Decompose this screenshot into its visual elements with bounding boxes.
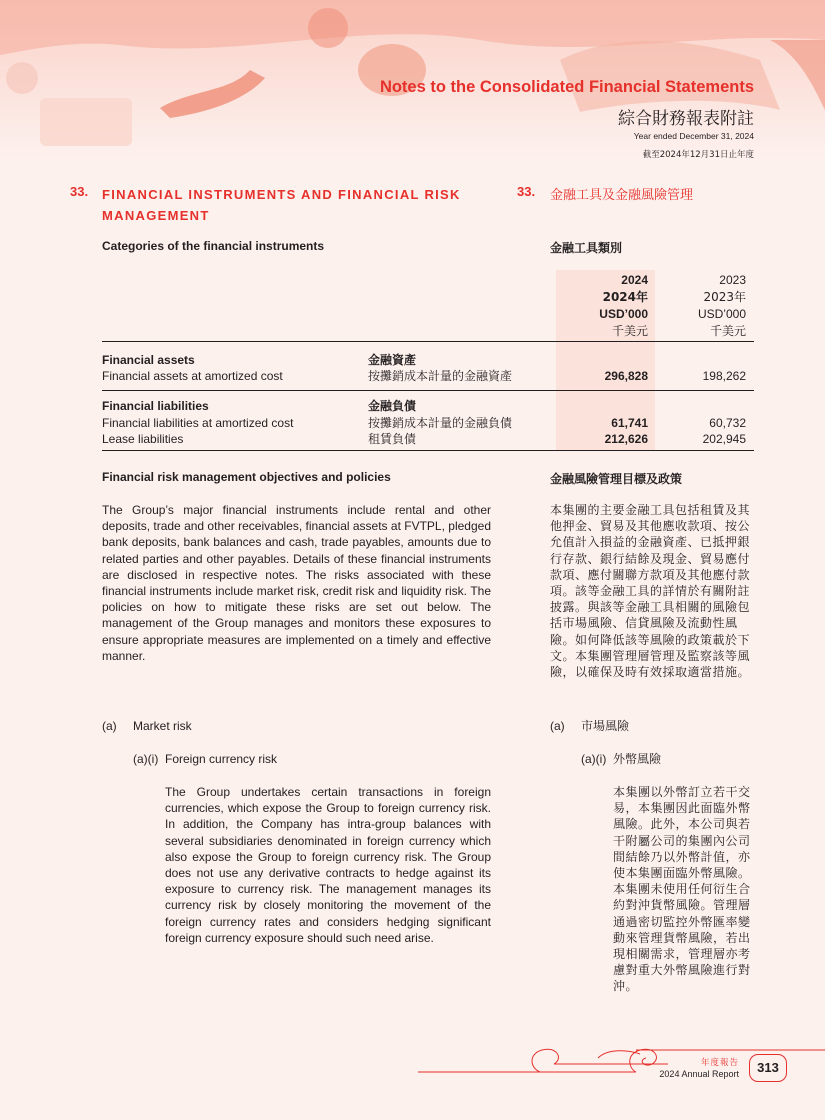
table-rule-bottom bbox=[102, 450, 754, 451]
assets-header-zh: 金融資產 bbox=[368, 353, 417, 367]
fx-paragraph-en: The Group undertakes certain transactions in foreign currencies, which expose the Group to foreign currency risk. In addition, the Company has intra-group balances with several subsidiaries denominated in foreign currency which also expose the Group to foreign currency risk. The Group does not use any derivative contracts to hedge against its exposure to currency risk. The management manages its currency risk by closely monitoring the movement of the foreign currency rates and considers hedging significant foreign currency exposure should such need arise. bbox=[165, 785, 491, 945]
header-year-zh: 截至2024年12月31日止年度 bbox=[642, 150, 754, 160]
section-title-en: FINANCIAL INSTRUMENTS AND FINANCIAL RISK MANAGEMENT bbox=[102, 187, 461, 223]
risk-paragraph-zh: 本集團的主要金融工具包括租賃及其他押金、貿易及其他應收款項、按公允值計入損益的金融資產、已抵押銀行存款、銀行結餘及現金、貿易應付款項、應付關聯方款項及其他應付款項。該等金融工具的詳情於有關附註披露。與該等金融工具相關的風險包括市場風險、信貸風險及流動性風險。如何降低該等風險的政策載於下文。本集團管理層管理及監察該等風險，以確保及時有效採取適當措施。 bbox=[550, 503, 751, 680]
section-number-zh: 33. bbox=[517, 184, 536, 199]
fx-risk-label: (a)(i) bbox=[133, 752, 159, 766]
fx-risk-label-zh: (a)(i) bbox=[581, 752, 607, 766]
liab-header-zh: 金融負債 bbox=[368, 399, 417, 413]
categories-heading-en: Categories of the financial instruments bbox=[102, 239, 325, 253]
categories-heading-zh: 金融工具類別 bbox=[550, 241, 623, 255]
assets-row-en: Financial assets at amortized cost bbox=[102, 369, 283, 383]
footer-report-zh: 年度報告 bbox=[700, 1058, 739, 1068]
liab-row2-2024: 212,626 bbox=[604, 432, 648, 446]
fx-paragraph-zh: 本集團以外幣訂立若干交易，本集團因此面臨外幣風險。此外，本公司與若干附屬公司的集團內公司間結餘乃以外幣計值，亦使本集團面臨外幣風險。本集團未使用任何衍生合約對沖貨幣風險。管理層通過密切監控外幣匯率變動來管理貨幣風險，若出現相關需求，管理層亦考慮對重大外幣風險進行對沖。 bbox=[613, 785, 751, 994]
market-risk-title-zh: 市場風險 bbox=[581, 719, 630, 733]
assets-2024: 296,828 bbox=[604, 369, 648, 383]
liab-row2-en: Lease liabilities bbox=[102, 432, 184, 446]
liab-row1-zh: 按攤銷成本計量的金融負債 bbox=[368, 416, 513, 430]
fx-risk-title-zh: 外幣風險 bbox=[613, 752, 662, 766]
section-title-zh: 金融工具及金融風險管理 bbox=[550, 188, 694, 203]
liab-header-en: Financial liabilities bbox=[102, 399, 209, 413]
assets-row-zh: 按攤銷成本計量的金融資產 bbox=[368, 369, 513, 383]
col-2024-unit-zh: 千美元 bbox=[611, 324, 648, 338]
assets-2023: 198,262 bbox=[702, 369, 746, 383]
table-rule-mid bbox=[102, 390, 754, 391]
col-2023-year: 2023 bbox=[719, 273, 746, 287]
col-2023-year-zh: 2023年 bbox=[703, 290, 746, 304]
col-2024-unit: USD’000 bbox=[599, 307, 648, 321]
liab-row1-2024: 61,741 bbox=[611, 416, 648, 430]
col-2023-unit-zh: 千美元 bbox=[709, 324, 746, 338]
col-2024-year: 2024 bbox=[621, 273, 648, 287]
header-year-en: Year ended December 31, 2024 bbox=[633, 131, 754, 141]
col-2023-unit: USD’000 bbox=[697, 307, 746, 321]
risk-heading-zh: 金融風險管理目標及政策 bbox=[550, 472, 683, 486]
page-number: 313 bbox=[749, 1054, 787, 1082]
footer-report-en: 2024 Annual Report bbox=[659, 1069, 739, 1079]
risk-heading-en: Financial risk management objectives and policies bbox=[102, 470, 391, 484]
assets-header-en: Financial assets bbox=[102, 353, 195, 367]
market-risk-label: (a) bbox=[102, 719, 117, 733]
liab-row2-2023: 202,945 bbox=[702, 432, 746, 446]
market-risk-title-en: Market risk bbox=[133, 719, 192, 733]
col-2023-header bbox=[646, 272, 746, 340]
liab-row1-en: Financial liabilities at amortized cost bbox=[102, 416, 294, 430]
liab-row1-2023: 60,732 bbox=[709, 416, 746, 430]
market-risk-label-zh: (a) bbox=[550, 719, 565, 733]
risk-paragraph-en: The Group’s major financial instruments include rental and other deposits, trade and other receivables, financial assets at FVTPL, pledged bank deposits, bank balances and cash, trade payables, amounts due to related parties and other payables. Details of these financial instruments are disclosed in respective notes. The risks associated with these financial instruments include market risk, credit risk and liquidity risk. The policies on how to mitigate these risks are set out below. The management of the Group manages and monitors these exposures to ensure appropriate measures are implemented on a timely and effective manner. bbox=[102, 503, 491, 663]
table-rule-top bbox=[102, 341, 754, 342]
liab-row2-zh: 租賃負債 bbox=[368, 432, 417, 446]
section-number: 33. bbox=[70, 184, 89, 199]
header-title-en: Notes to the Consolidated Financial Statements bbox=[379, 78, 754, 96]
col-2024-year-zh: 2024年 bbox=[602, 290, 648, 304]
col-2024-header bbox=[548, 272, 648, 340]
fx-risk-title-en: Foreign currency risk bbox=[165, 752, 278, 766]
header-title-zh: 綜合財務報表附註 bbox=[618, 109, 754, 129]
